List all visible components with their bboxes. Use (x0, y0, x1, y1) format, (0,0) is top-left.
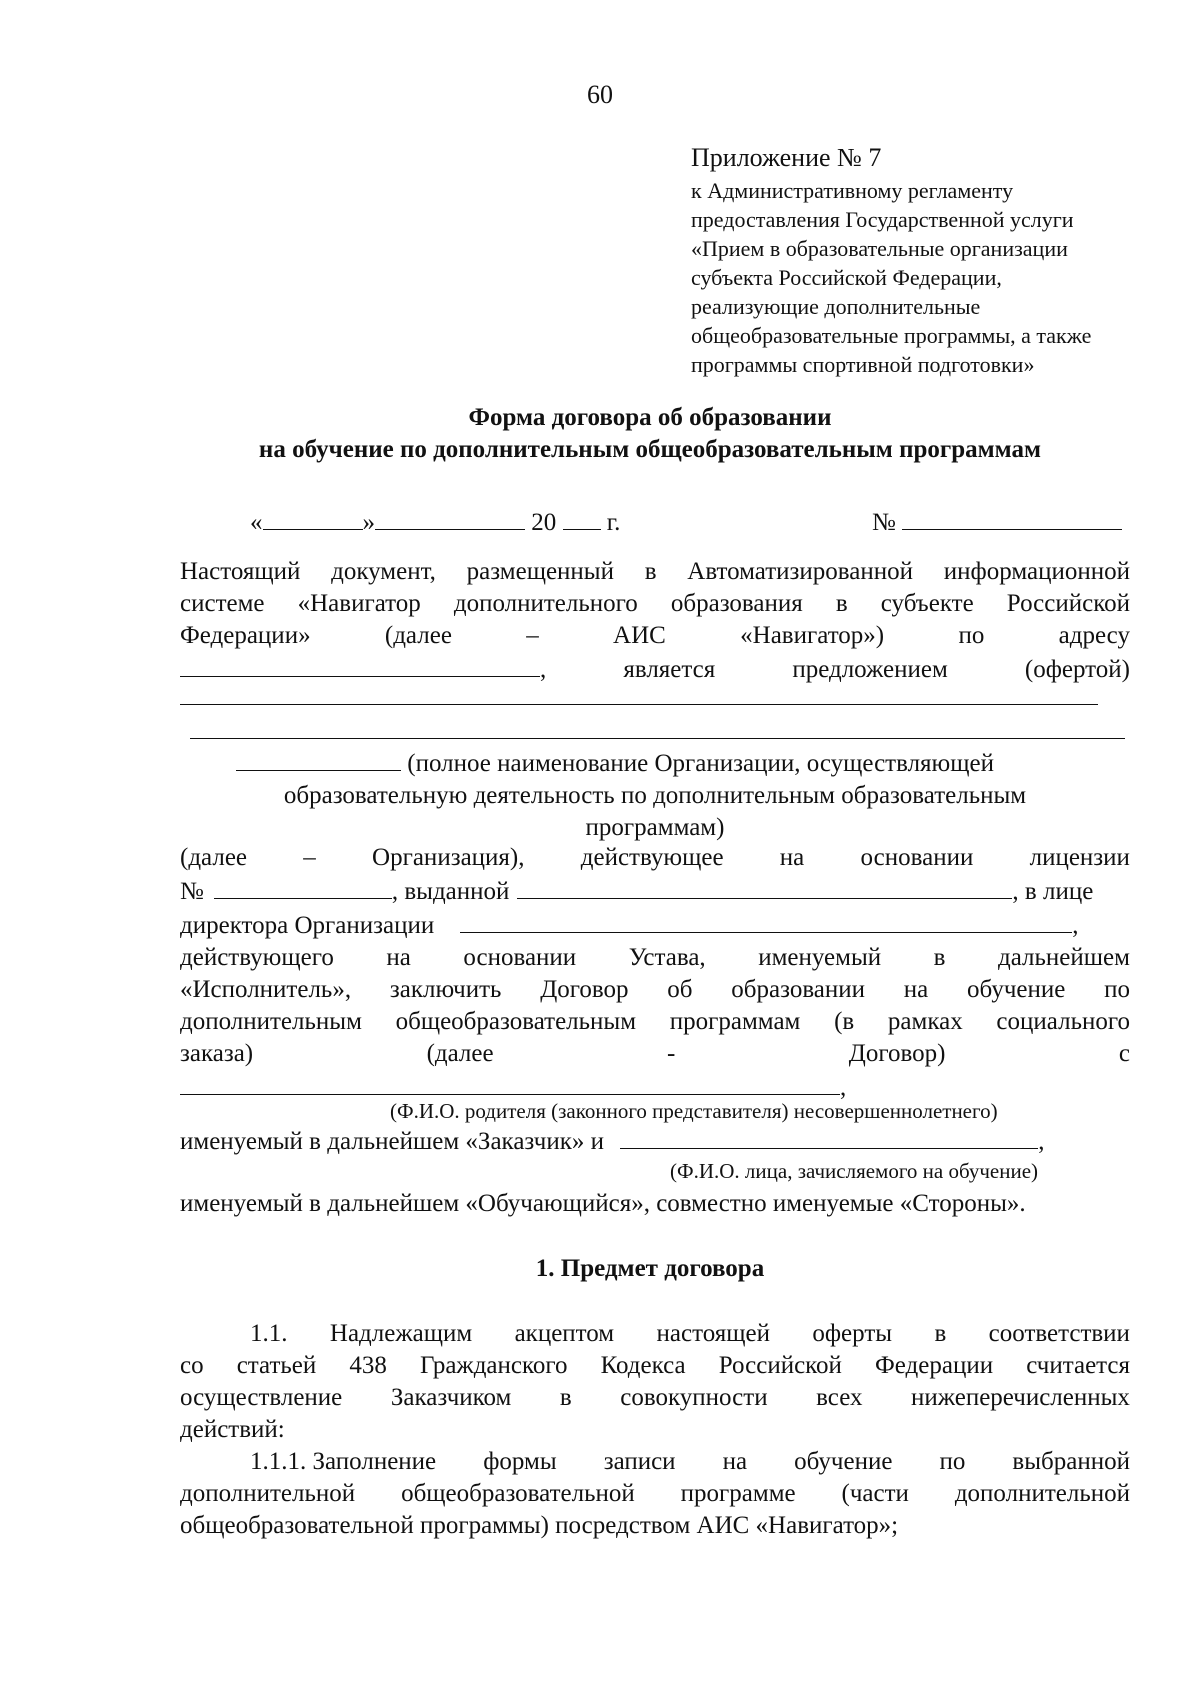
section1-paragraph-1 (180, 1318, 1130, 1446)
word: 1.1. (250, 1320, 288, 1347)
comma: , (1072, 912, 1079, 939)
body-line (180, 874, 1130, 908)
student-name-blank[interactable] (620, 1124, 1038, 1149)
form-title (170, 402, 1130, 466)
comma: , (1038, 1128, 1045, 1155)
parent-caption: (Ф.И.О. родителя (законного представителя) несовершеннолетнего) (390, 1099, 998, 1123)
word: Заказчиком (390, 1384, 512, 1411)
director-text: директора Организации (180, 912, 435, 939)
word: по (958, 622, 985, 649)
word: по (939, 1448, 966, 1475)
word: адресу (1058, 622, 1130, 649)
word: Организация), (372, 844, 525, 871)
body-line (180, 942, 1130, 974)
word: соответствии (988, 1320, 1130, 1347)
annex-line: субъекта Российской Федерации, (691, 265, 1002, 290)
customer-text: именуемый в дальнейшем «Заказчик» и (180, 1128, 605, 1155)
body-paragraph (180, 842, 1130, 1104)
intro-line (180, 652, 1130, 686)
section1-line: со статьей 438 Гражданского Кодекса Российской Федерации считается (180, 1352, 1130, 1379)
section1-title: 1. Предмет договора (535, 1255, 765, 1282)
word: (далее (426, 1040, 494, 1067)
word: дальнейшем (998, 944, 1130, 971)
contract-number-blank[interactable] (902, 505, 1122, 530)
section1-line (180, 1382, 1130, 1414)
word: основании (463, 944, 577, 971)
section1-paragraph-2 (180, 1446, 1130, 1542)
word: настоящей (656, 1320, 770, 1347)
word: – (303, 844, 316, 871)
annex-title: Приложение № 7 (691, 143, 882, 172)
word: нижеперечисленных (911, 1384, 1130, 1411)
section1-line: действий: (180, 1416, 285, 1443)
org-name-blank-line[interactable] (180, 704, 1098, 705)
word: осуществление (180, 1384, 343, 1411)
word: – (526, 622, 539, 649)
date-day-blank[interactable] (263, 505, 363, 530)
annex-line: «Прием в образовательные организации (691, 236, 1068, 261)
word: (офертой) (1024, 656, 1130, 683)
word: обучение (794, 1448, 893, 1475)
form-title-line2: на обучение по дополнительным общеобразовательным программам (258, 436, 1042, 463)
body-line: дополнительным общеобразовательным программам (в рамках социального (180, 1008, 1130, 1035)
director-name-blank[interactable] (460, 908, 1072, 933)
body-line (180, 1038, 1130, 1070)
word: является (623, 656, 716, 683)
org-caption (180, 746, 1130, 844)
license-number-blank[interactable] (214, 874, 392, 899)
date-year-suffix: г. (606, 509, 621, 536)
annex-line: к Административному регламенту (691, 178, 1014, 203)
section1-line (180, 1318, 1130, 1350)
body-line: «Исполнитель», заключить Договор об образовании на обучение по (180, 976, 1130, 1003)
word: с (1118, 1040, 1130, 1067)
parent-name-blank[interactable] (180, 1070, 840, 1095)
intro-line (180, 620, 1130, 652)
word: действующего (180, 944, 334, 971)
section1-line: общеобразовательной программы) посредством АИС «Навигатор»; (180, 1512, 899, 1539)
word: именуемый (758, 944, 882, 971)
number-sign: № (872, 509, 896, 536)
annex-line: реализующие дополнительные (691, 294, 981, 319)
comma: , (840, 1074, 847, 1101)
body-line (180, 842, 1130, 874)
word: АИС (613, 622, 666, 649)
date-year-blank[interactable] (563, 505, 601, 530)
annex-line: общеобразовательные программы, а также (691, 323, 1092, 348)
word: «Навигатор») (740, 622, 885, 649)
intro-line: Настоящий документ, размещенный в Автоматизированной информационной (180, 558, 1130, 585)
word: на (722, 1448, 748, 1475)
word: (далее (384, 622, 452, 649)
customer-line (180, 1124, 1130, 1156)
page-number: 60 (587, 80, 613, 109)
word: 1.1.1. Заполнение (250, 1448, 437, 1475)
org-name-blank-line[interactable] (190, 738, 1125, 739)
contract-number (872, 505, 1122, 537)
word: действующее (580, 844, 724, 871)
word: совокупности (620, 1384, 768, 1411)
section1-line (180, 1446, 1130, 1478)
date-open-quote: « (250, 509, 263, 536)
license-issuer-blank[interactable] (517, 874, 1012, 899)
form-title-line1: Форма договора об образовании (468, 404, 832, 431)
annex-block (691, 142, 1161, 379)
date-line (250, 505, 620, 537)
word: (далее (180, 844, 248, 871)
org-caption-line: (полное наименование Организации, осуществляющей (407, 750, 994, 777)
intro-paragraph (180, 556, 1130, 686)
in-person-text: , в лице (1012, 878, 1094, 905)
word: записи (603, 1448, 676, 1475)
org-short-blank[interactable] (236, 746, 401, 771)
address-blank[interactable] (180, 652, 540, 677)
word: выбранной (1012, 1448, 1130, 1475)
word: в (934, 1320, 947, 1347)
word: всех (816, 1384, 863, 1411)
word: Устава, (628, 944, 706, 971)
date-month-blank[interactable] (375, 505, 525, 530)
word: Федерации» (180, 622, 311, 649)
student-caption: (Ф.И.О. лица, зачисляемого на обучение) (670, 1159, 1039, 1183)
word: акцептом (514, 1320, 615, 1347)
date-year-prefix: 20 (531, 509, 557, 536)
word: заказа) (180, 1040, 254, 1067)
word: оферты (812, 1320, 893, 1347)
section1-line: дополнительной общеобразовательной программе (части дополнительной (180, 1480, 1130, 1507)
word: предложением (792, 656, 948, 683)
word: основании (860, 844, 974, 871)
org-caption-line: программам) (585, 814, 725, 841)
word: Надлежащим (329, 1320, 473, 1347)
date-close-quote: » (362, 509, 375, 536)
annex-line: предоставления Государственной услуги (691, 207, 1074, 232)
intro-line: системе «Навигатор дополнительного образования в субъекте Российской (180, 590, 1130, 617)
word: в (933, 944, 946, 971)
number-sign: № (180, 878, 204, 905)
word: Договор) (848, 1040, 946, 1067)
annex-line: программы спортивной подготовки» (691, 352, 1035, 377)
word: - (667, 1040, 676, 1067)
body-line (180, 908, 1130, 942)
word: в (559, 1384, 572, 1411)
word: на (779, 844, 805, 871)
word: лицензии (1029, 844, 1130, 871)
word: на (386, 944, 411, 971)
issued-text: , выданной (391, 878, 510, 905)
comma: , (540, 656, 547, 683)
final-line: именуемый в дальнейшем «Обучающийся», совместно именуемые «Стороны». (180, 1190, 1026, 1217)
word: формы (483, 1448, 557, 1475)
org-caption-line: образовательную деятельность по дополнительным образовательным (283, 782, 1027, 809)
